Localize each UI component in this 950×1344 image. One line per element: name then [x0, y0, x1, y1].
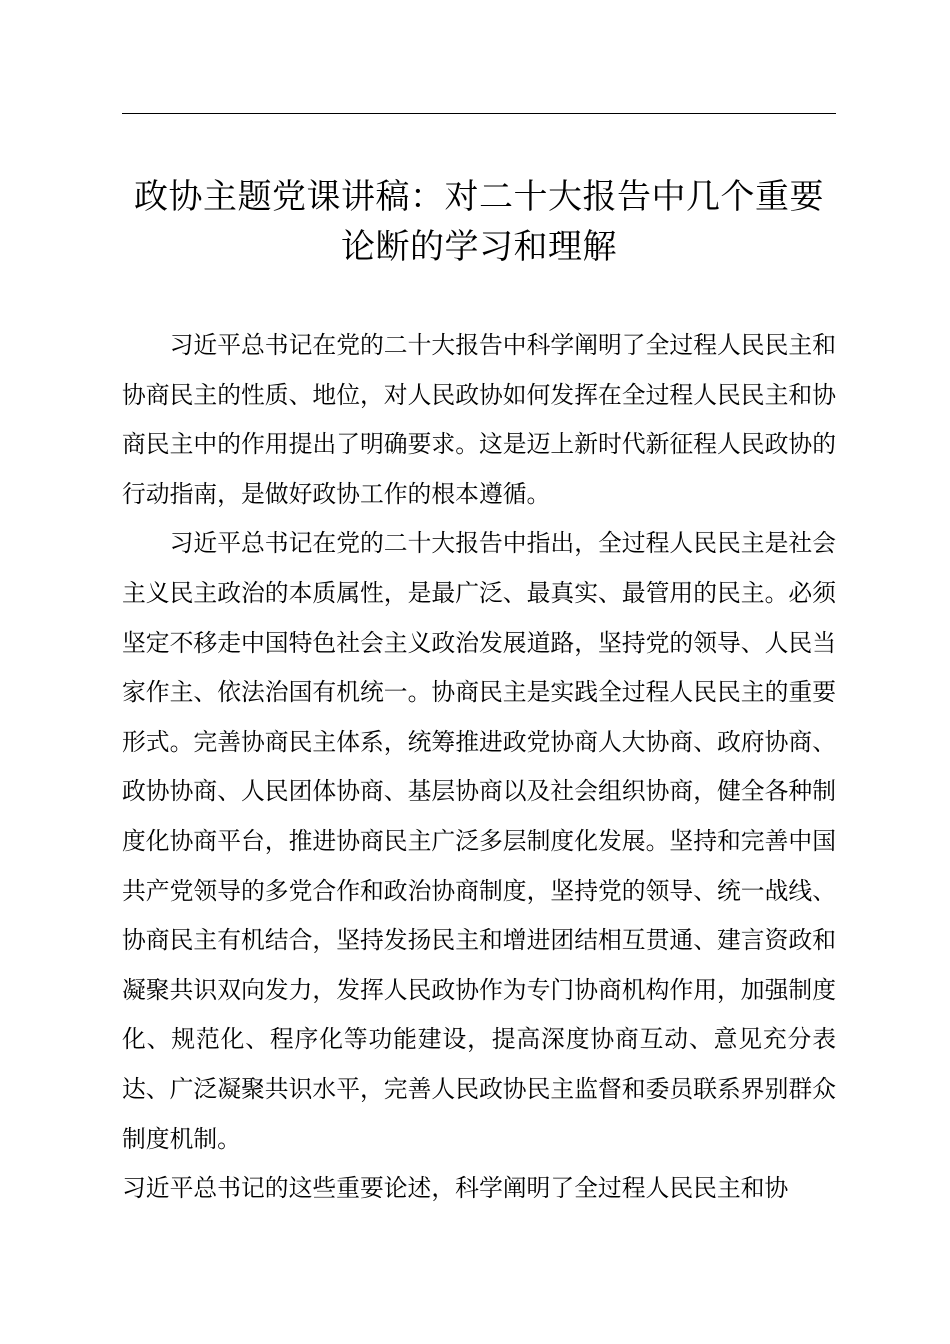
document-body — [122, 321, 836, 1214]
paragraph-2: 习近平总书记在党的二十大报告中指出，全过程人民民主是社会主义民主政治的本质属性，是最广泛、最真实、最管用的民主。必须坚定不移走中国特色社会主义政治发展道路，坚持党的领导、人民当家作主、依法治国有机统一。协商民主是实践全过程人民民主的重要形式。完善协商民主体系，统筹推进政党协商人大协商、政府协商、政协协商、人民团体协商、基层协商以及社会组织协商，健全各种制度化协商平台，推进协商民主广泛多层制度化发展。坚持和完善中国共产党领导的多党合作和政治协商制度，坚持党的领导、统一战线、协商民主有机结合，坚持发扬民主和增进团结相互贯通、建言资政和凝聚共识双向发力，发挥人民政协作为专门协商机构作用，加强制度化、规范化、程序化等功能建设，提高深度协商互动、意见充分表达、广泛凝聚共识水平，完善人民政协民主监督和委员联系界别群众制度机制。 — [122, 529, 836, 1153]
header-rule — [122, 113, 836, 114]
paragraph-1: 习近平总书记在党的二十大报告中科学阐明了全过程人民民主和协商民主的性质、地位，对人民政协如何发挥在全过程人民民主和协商民主中的作用提出了明确要求。这是迈上新时代新征程人民政协的行动指南，是做好政协工作的根本遵循。 — [122, 331, 836, 508]
paragraph-3: 习近平总书记的这些重要论述，科学阐明了全过程人民民主和协 — [122, 1174, 789, 1203]
document-title: 政协主题党课讲稿：对二十大报告中几个重要论断的学习和理解 — [134, 177, 824, 267]
